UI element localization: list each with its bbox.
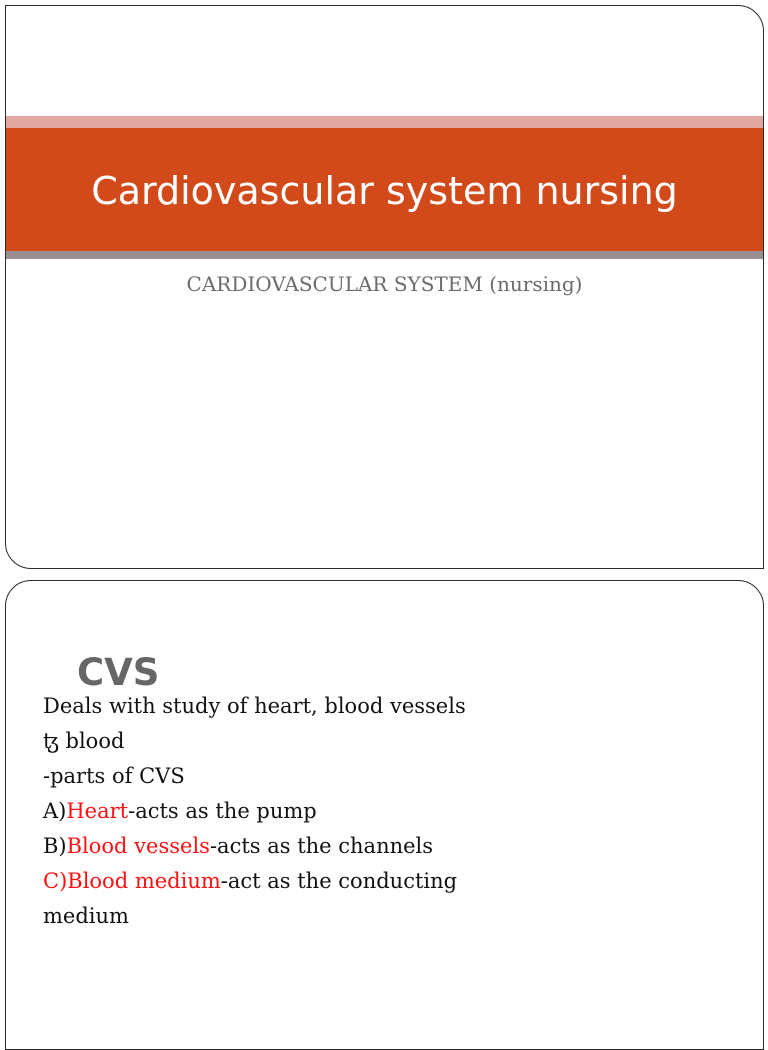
title-band-light-stripe [6, 116, 763, 128]
continuation-line: medium [43, 904, 129, 928]
title-slide [5, 5, 764, 569]
part-term: Blood medium [67, 869, 221, 893]
parts-label: -parts of CVS [43, 764, 185, 788]
part-description: -acts as the channels [209, 834, 434, 858]
part-term: Heart [66, 799, 129, 823]
part-item-blood-medium [43, 864, 583, 899]
content-body [43, 689, 583, 934]
slide-title: Cardiovascular system nursing [91, 169, 678, 213]
part-term: Blood vessels [66, 834, 210, 858]
slide-subtitle: CARDIOVASCULAR SYSTEM (nursing) [186, 272, 583, 296]
part-item-blood-vessels [43, 829, 583, 864]
part-description: -act as the conducting [220, 869, 458, 893]
part-item-heart [43, 794, 583, 829]
part-prefix: A) [43, 799, 67, 823]
intro-line: Deals with study of heart, blood vessels [43, 694, 466, 718]
part-prefix: C) [43, 869, 68, 893]
part-prefix: B) [43, 834, 67, 858]
intro-line: ꜩ blood [43, 729, 125, 753]
title-band-gray-stripe [6, 251, 763, 259]
part-description: -acts as the pump [128, 799, 317, 823]
content-slide [5, 580, 764, 1050]
content-heading: CVS [77, 651, 160, 694]
